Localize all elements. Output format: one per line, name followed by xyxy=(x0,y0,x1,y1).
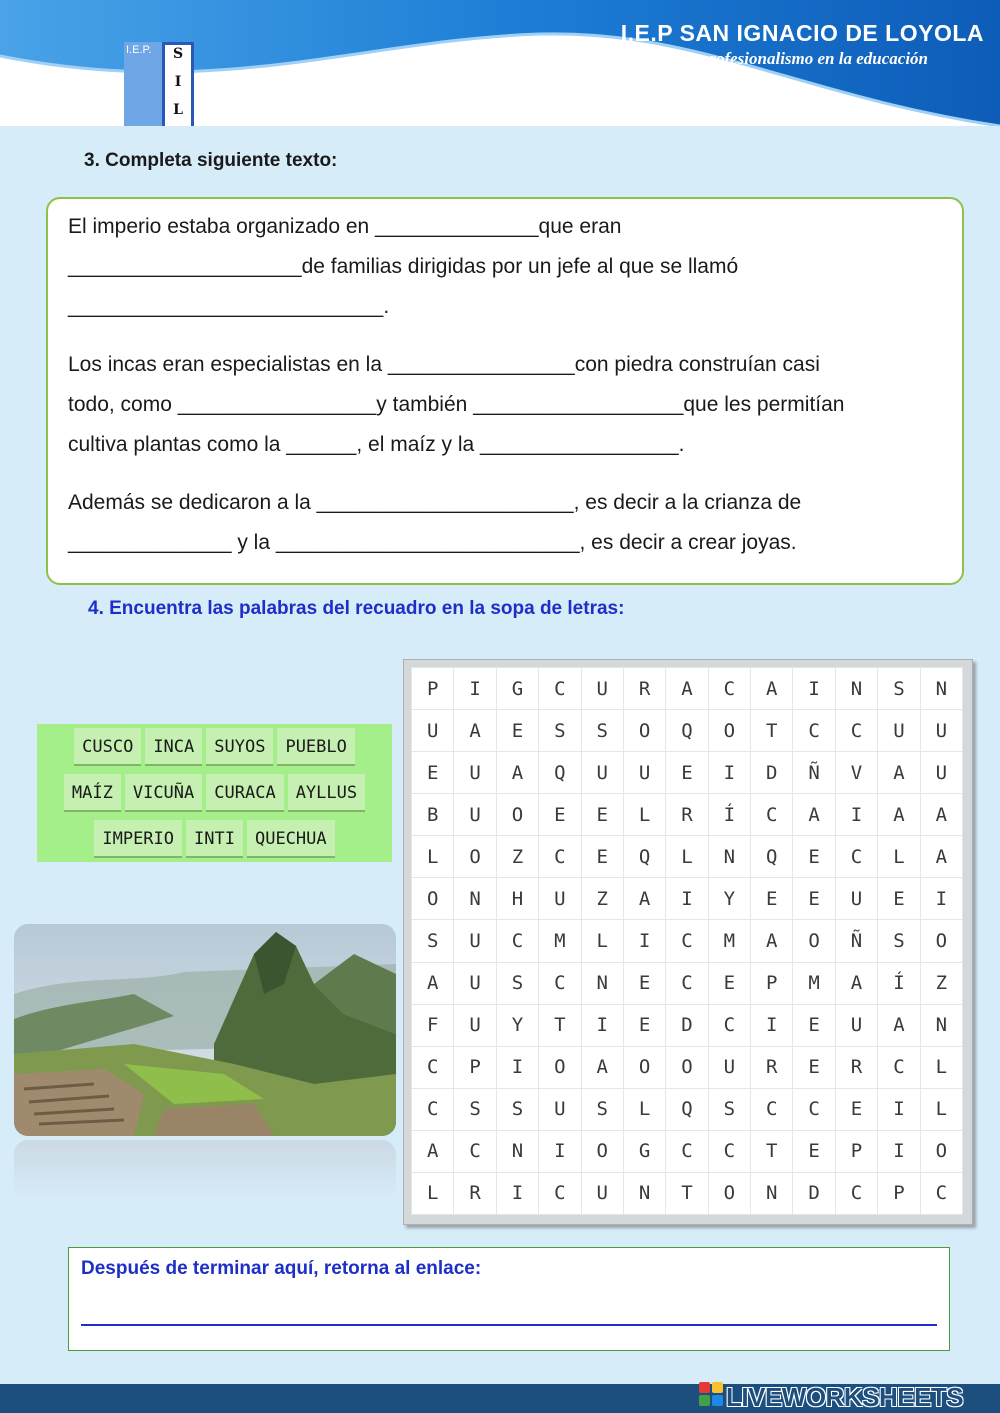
grid-cell[interactable]: Ñ xyxy=(836,920,878,962)
grid-cell[interactable]: E xyxy=(793,1047,835,1089)
grid-cell[interactable]: L xyxy=(624,794,666,836)
text-line: Los incas eran especialistas en la ________________con piedra construían casi xyxy=(68,353,820,376)
grid-cell[interactable]: O xyxy=(921,1131,963,1173)
grid-cell[interactable]: I xyxy=(666,878,708,920)
grid-cell[interactable]: P xyxy=(412,668,454,710)
grid-cell[interactable]: U xyxy=(454,920,496,962)
grid-cell[interactable]: D xyxy=(666,1005,708,1047)
grid-cell[interactable]: C xyxy=(709,668,751,710)
grid-cell[interactable]: M xyxy=(539,920,581,962)
grid-cell[interactable]: I xyxy=(921,878,963,920)
grid-cell[interactable]: E xyxy=(582,794,624,836)
grid-cell[interactable]: T xyxy=(751,1131,793,1173)
grid-cell[interactable]: E xyxy=(624,963,666,1005)
grid-cell[interactable]: C xyxy=(878,1047,920,1089)
grid-cell[interactable]: I xyxy=(454,668,496,710)
grid-cell[interactable]: C xyxy=(836,710,878,752)
grid-cell[interactable]: I xyxy=(582,1005,624,1047)
grid-cell[interactable]: E xyxy=(751,878,793,920)
grid-cell[interactable]: H xyxy=(497,878,539,920)
logo-iep-text: I.E.P. xyxy=(126,44,152,56)
grid-cell[interactable]: P xyxy=(836,1131,878,1173)
grid-cell[interactable]: C xyxy=(836,1173,878,1215)
grid-cell[interactable]: T xyxy=(539,1005,581,1047)
word-chip: MAÍZ xyxy=(64,774,121,812)
grid-cell[interactable]: C xyxy=(539,1173,581,1215)
grid-cell[interactable]: I xyxy=(624,920,666,962)
grid-cell[interactable]: O xyxy=(624,710,666,752)
grid-cell[interactable]: A xyxy=(793,794,835,836)
grid-cell[interactable]: Ñ xyxy=(793,752,835,794)
grid-cell[interactable]: U xyxy=(539,878,581,920)
grid-cell[interactable]: L xyxy=(666,836,708,878)
liveworksheets-logo-icon xyxy=(699,1382,723,1406)
grid-cell[interactable]: S xyxy=(412,920,454,962)
grid-cell[interactable]: N xyxy=(751,1173,793,1215)
word-chip: QUECHUA xyxy=(247,820,335,858)
grid-cell[interactable]: O xyxy=(497,794,539,836)
grid-cell[interactable]: N xyxy=(836,668,878,710)
grid-cell[interactable]: E xyxy=(709,963,751,1005)
grid-cell[interactable]: S xyxy=(878,920,920,962)
grid-cell[interactable]: S xyxy=(497,1089,539,1131)
word-search-frame xyxy=(403,659,973,1225)
grid-cell[interactable]: E xyxy=(412,752,454,794)
grid-cell[interactable]: Q xyxy=(666,710,708,752)
grid-cell[interactable]: G xyxy=(624,1131,666,1173)
grid-cell[interactable]: U xyxy=(582,1173,624,1215)
grid-cell[interactable]: U xyxy=(624,752,666,794)
logo-letter-i: I xyxy=(174,74,182,90)
word-chip: VICUÑA xyxy=(125,774,202,812)
grid-cell[interactable]: Q xyxy=(751,836,793,878)
grid-cell[interactable]: N xyxy=(709,836,751,878)
word-bank-row xyxy=(37,728,392,766)
grid-cell[interactable]: C xyxy=(412,1047,454,1089)
exercise-4-title: 4. Encuentra las palabras del recuadro en la sopa de letras: xyxy=(88,598,625,619)
word-chip: PUEBLO xyxy=(277,728,354,766)
grid-cell[interactable]: N xyxy=(582,963,624,1005)
grid-cell[interactable]: U xyxy=(709,1047,751,1089)
grid-cell[interactable]: E xyxy=(836,1089,878,1131)
grid-cell[interactable]: Z xyxy=(921,963,963,1005)
grid-cell[interactable]: A xyxy=(878,752,920,794)
grid-cell[interactable]: E xyxy=(582,836,624,878)
grid-cell[interactable]: S xyxy=(497,963,539,1005)
return-link-label: Después de terminar aquí, retorna al enlace: xyxy=(81,1258,482,1279)
grid-cell[interactable]: L xyxy=(582,920,624,962)
grid-cell[interactable]: A xyxy=(921,794,963,836)
grid-cell[interactable]: V xyxy=(836,752,878,794)
grid-cell[interactable]: A xyxy=(751,668,793,710)
grid-cell[interactable]: S xyxy=(539,710,581,752)
grid-cell[interactable]: R xyxy=(666,794,708,836)
grid-cell[interactable]: C xyxy=(539,836,581,878)
grid-cell[interactable]: Q xyxy=(666,1089,708,1131)
grid-cell[interactable]: N xyxy=(921,668,963,710)
grid-cell[interactable]: P xyxy=(751,963,793,1005)
grid-cell[interactable]: A xyxy=(624,878,666,920)
grid-cell[interactable]: O xyxy=(412,878,454,920)
grid-cell[interactable]: C xyxy=(921,1173,963,1215)
grid-cell[interactable]: D xyxy=(793,1173,835,1215)
grid-cell[interactable]: E xyxy=(539,794,581,836)
grid-cell[interactable]: O xyxy=(709,1173,751,1215)
grid-cell[interactable]: C xyxy=(709,1005,751,1047)
grid-cell[interactable]: U xyxy=(582,752,624,794)
grid-cell[interactable]: A xyxy=(412,1131,454,1173)
grid-cell[interactable]: F xyxy=(412,1005,454,1047)
grid-cell[interactable]: S xyxy=(709,1089,751,1131)
grid-cell[interactable]: C xyxy=(666,920,708,962)
grid-cell[interactable]: L xyxy=(412,1173,454,1215)
grid-cell[interactable]: I xyxy=(497,1047,539,1089)
grid-cell[interactable]: T xyxy=(751,710,793,752)
school-slogan: Seriedad y profesionalismo en la educación xyxy=(623,49,928,68)
grid-cell[interactable]: U xyxy=(921,752,963,794)
grid-cell[interactable]: S xyxy=(878,668,920,710)
grid-cell[interactable]: U xyxy=(454,794,496,836)
grid-cell[interactable]: U xyxy=(454,1005,496,1047)
grid-cell[interactable]: L xyxy=(412,836,454,878)
grid-cell[interactable]: Q xyxy=(624,836,666,878)
grid-cell[interactable]: I xyxy=(878,1131,920,1173)
grid-cell[interactable]: P xyxy=(454,1047,496,1089)
grid-cell[interactable]: R xyxy=(454,1173,496,1215)
word-chip: CUSCO xyxy=(74,728,141,766)
grid-cell[interactable]: E xyxy=(878,878,920,920)
word-chip: CURACA xyxy=(206,774,283,812)
grid-cell[interactable]: L xyxy=(921,1047,963,1089)
school-name: I.E.P SAN IGNACIO DE LOYOLA xyxy=(620,20,984,46)
grid-cell[interactable]: N xyxy=(624,1173,666,1215)
grid-cell[interactable]: E xyxy=(624,1005,666,1047)
word-bank-row xyxy=(37,820,392,858)
grid-cell[interactable]: C xyxy=(751,794,793,836)
fill-in-text-box xyxy=(46,197,964,585)
grid-cell[interactable]: O xyxy=(709,710,751,752)
return-link-blank-line[interactable] xyxy=(81,1324,937,1326)
grid-cell[interactable]: I xyxy=(878,1089,920,1131)
grid-cell[interactable]: Q xyxy=(539,752,581,794)
grid-cell[interactable]: U xyxy=(539,1089,581,1131)
word-chip: INCA xyxy=(145,728,202,766)
grid-cell[interactable]: S xyxy=(582,1089,624,1131)
grid-cell[interactable]: A xyxy=(921,836,963,878)
grid-cell[interactable]: U xyxy=(836,878,878,920)
grid-cell[interactable]: T xyxy=(666,1173,708,1215)
grid-cell[interactable]: Z xyxy=(582,878,624,920)
grid-cell[interactable]: U xyxy=(454,963,496,1005)
grid-cell[interactable]: Y xyxy=(709,878,751,920)
grid-cell[interactable]: A xyxy=(582,1047,624,1089)
grid-cell[interactable]: U xyxy=(582,668,624,710)
grid-cell[interactable]: N xyxy=(454,878,496,920)
grid-cell[interactable]: C xyxy=(751,1089,793,1131)
grid-cell[interactable]: I xyxy=(751,1005,793,1047)
text-line: ____________________de familias dirigidas por un jefe al que se llamó xyxy=(68,255,739,278)
grid-cell[interactable]: U xyxy=(921,710,963,752)
grid-cell[interactable]: C xyxy=(497,920,539,962)
grid-cell[interactable]: I xyxy=(793,668,835,710)
word-search-grid xyxy=(411,667,963,1215)
grid-cell[interactable]: Z xyxy=(497,836,539,878)
grid-cell[interactable]: C xyxy=(793,1089,835,1131)
word-chip: AYLLUS xyxy=(288,774,365,812)
exercise-3-title: 3. Completa siguiente texto: xyxy=(84,150,338,171)
grid-cell[interactable]: O xyxy=(793,920,835,962)
grid-cell[interactable]: A xyxy=(878,794,920,836)
grid-cell[interactable]: O xyxy=(582,1131,624,1173)
grid-cell[interactable]: U xyxy=(878,710,920,752)
grid-cell[interactable]: D xyxy=(751,752,793,794)
grid-cell[interactable]: A xyxy=(878,1005,920,1047)
grid-cell[interactable]: A xyxy=(836,963,878,1005)
word-chip: INTI xyxy=(186,820,243,858)
text-line: todo, como _________________y también __________________que les permitían xyxy=(68,393,845,416)
grid-cell[interactable]: A xyxy=(412,963,454,1005)
machu-picchu-photo xyxy=(14,924,396,1136)
grid-cell[interactable]: E xyxy=(497,710,539,752)
photo-reflection xyxy=(14,1140,396,1200)
grid-cell[interactable]: A xyxy=(666,668,708,710)
grid-cell[interactable]: O xyxy=(454,836,496,878)
grid-cell[interactable]: I xyxy=(497,1173,539,1215)
text-line: Además se dedicaron a la ______________________, es decir a la crianza de xyxy=(68,491,802,514)
grid-cell[interactable]: R xyxy=(836,1047,878,1089)
grid-cell[interactable]: I xyxy=(539,1131,581,1173)
grid-cell[interactable]: N xyxy=(921,1005,963,1047)
paragraph-architecture xyxy=(68,345,844,465)
text-line: El imperio estaba organizado en ______________que eran xyxy=(68,215,622,238)
grid-cell[interactable]: E xyxy=(793,878,835,920)
grid-cell[interactable]: Í xyxy=(709,794,751,836)
grid-cell[interactable]: U xyxy=(454,752,496,794)
grid-cell[interactable]: C xyxy=(666,1131,708,1173)
grid-cell[interactable]: U xyxy=(412,710,454,752)
grid-cell[interactable]: C xyxy=(836,836,878,878)
grid-cell[interactable]: Í xyxy=(878,963,920,1005)
word-chip: SUYOS xyxy=(206,728,273,766)
grid-cell[interactable]: O xyxy=(624,1047,666,1089)
grid-cell[interactable]: S xyxy=(454,1089,496,1131)
grid-cell[interactable]: O xyxy=(921,920,963,962)
text-line: ___________________________. xyxy=(68,295,390,318)
paragraph-organization xyxy=(68,207,738,327)
word-chip: IMPERIO xyxy=(94,820,182,858)
grid-cell[interactable]: C xyxy=(709,1131,751,1173)
grid-cell[interactable]: C xyxy=(793,710,835,752)
grid-cell[interactable]: G xyxy=(497,668,539,710)
word-bank xyxy=(37,724,392,862)
grid-cell[interactable]: M xyxy=(709,920,751,962)
grid-cell[interactable]: L xyxy=(921,1089,963,1131)
return-link-box xyxy=(68,1247,950,1351)
grid-cell[interactable]: L xyxy=(878,836,920,878)
grid-cell[interactable]: U xyxy=(836,1005,878,1047)
liveworksheets-brand: LIVEWORKSHEETS xyxy=(726,1382,964,1412)
grid-cell[interactable]: B xyxy=(412,794,454,836)
grid-cell[interactable]: S xyxy=(582,710,624,752)
grid-cell[interactable]: C xyxy=(666,963,708,1005)
grid-cell[interactable]: C xyxy=(412,1089,454,1131)
grid-cell[interactable]: I xyxy=(709,752,751,794)
grid-cell[interactable]: R xyxy=(624,668,666,710)
grid-cell[interactable]: C xyxy=(539,963,581,1005)
grid-cell[interactable]: P xyxy=(878,1173,920,1215)
text-line: cultiva plantas como la ______, el maíz y la _________________. xyxy=(68,433,685,456)
text-line: ______________ y la __________________________, es decir a crear joyas. xyxy=(68,531,797,554)
grid-cell[interactable]: Y xyxy=(497,1005,539,1047)
grid-cell[interactable]: E xyxy=(793,1005,835,1047)
grid-cell[interactable]: C xyxy=(539,668,581,710)
grid-cell[interactable]: E xyxy=(793,836,835,878)
page-header xyxy=(0,0,1000,126)
word-bank-row xyxy=(37,774,392,812)
grid-cell[interactable]: I xyxy=(836,794,878,836)
logo-letter-l: L xyxy=(173,102,183,118)
school-logo xyxy=(124,42,194,126)
grid-cell[interactable]: C xyxy=(454,1131,496,1173)
grid-cell[interactable]: A xyxy=(751,920,793,962)
grid-cell[interactable]: L xyxy=(624,1089,666,1131)
paragraph-activities xyxy=(68,483,801,563)
grid-cell[interactable]: N xyxy=(497,1131,539,1173)
grid-cell[interactable]: E xyxy=(666,752,708,794)
grid-cell[interactable]: A xyxy=(454,710,496,752)
grid-cell[interactable]: O xyxy=(539,1047,581,1089)
logo-letter-s: S xyxy=(172,46,184,62)
grid-cell[interactable]: M xyxy=(793,963,835,1005)
grid-cell[interactable]: E xyxy=(793,1131,835,1173)
grid-cell[interactable]: O xyxy=(666,1047,708,1089)
grid-cell[interactable]: A xyxy=(497,752,539,794)
grid-cell[interactable]: R xyxy=(751,1047,793,1089)
